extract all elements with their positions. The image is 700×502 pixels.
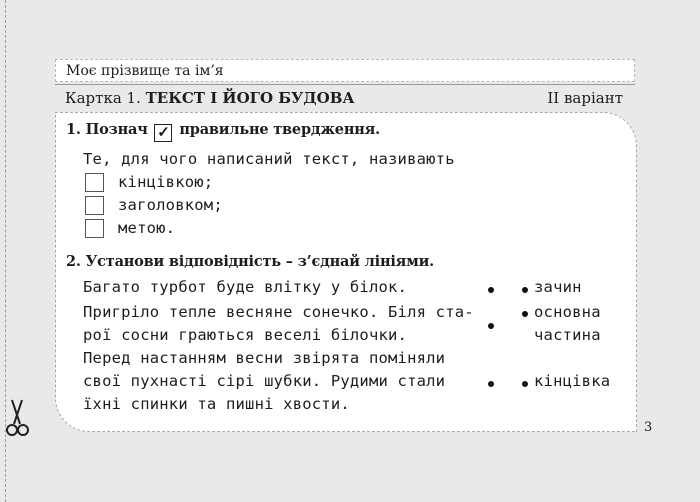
task1-title-after: правильне твердження.	[179, 121, 381, 138]
page-number: 3	[644, 420, 653, 435]
right-item-1: зачин	[534, 278, 582, 296]
task1-prompt: Те, для чого написаний текст, називають	[83, 150, 455, 168]
option-checkbox-3[interactable]	[85, 219, 104, 238]
card-title-text: ТЕКСТ І ЙОГО БУДОВА	[145, 88, 355, 107]
right-dot-3[interactable]	[522, 381, 528, 387]
left-item-3-line-1: Перед настанням весни звірята поміняли	[83, 349, 446, 367]
left-dot-1[interactable]	[488, 287, 494, 293]
left-item-2-line-1: Пригріло тепле весняне сонечко. Біля ста-	[83, 303, 474, 321]
name-field[interactable]	[55, 59, 635, 82]
card-title	[65, 89, 355, 107]
option-checkbox-1[interactable]	[85, 173, 104, 192]
card-header	[55, 84, 635, 110]
option-label-1: кінцівкою;	[118, 173, 214, 191]
scissors-icon	[2, 398, 32, 440]
right-dot-2[interactable]	[522, 311, 528, 317]
right-item-2-line-2: частина	[534, 326, 601, 344]
task2-title: 2. Установи відповідність – з’єднай лініями.	[66, 253, 434, 270]
left-item-3-line-2: свої пухнасті сірі шубки. Рудими стали	[83, 372, 446, 390]
right-dot-1[interactable]	[522, 287, 528, 293]
task1-title-before: 1. Познач	[66, 121, 148, 138]
task1-title	[66, 121, 380, 142]
name-field-label: Моє прізвище та ім’я	[66, 63, 224, 79]
right-item-2-line-1: основна	[534, 303, 601, 321]
option-label-2: заголовком;	[118, 196, 223, 214]
task-card	[55, 112, 637, 432]
option-label-3: метою.	[118, 219, 176, 237]
left-item-3-line-3: їхні спинки та пишні хвости.	[83, 395, 350, 413]
variant-label: ІІ варіант	[547, 88, 623, 107]
left-item-2-line-2: рої сосни граються веселі білочки.	[83, 326, 408, 344]
right-item-3: кінцівка	[534, 372, 611, 390]
left-dot-2[interactable]	[488, 323, 494, 329]
option-checkbox-2[interactable]	[85, 196, 104, 215]
left-item-1-line-1: Багато турбот буде влітку у білок.	[83, 278, 408, 296]
card-label-prefix: Картка 1.	[65, 88, 146, 107]
left-dot-3[interactable]	[488, 381, 494, 387]
checkmark-icon: ✓	[154, 124, 172, 142]
